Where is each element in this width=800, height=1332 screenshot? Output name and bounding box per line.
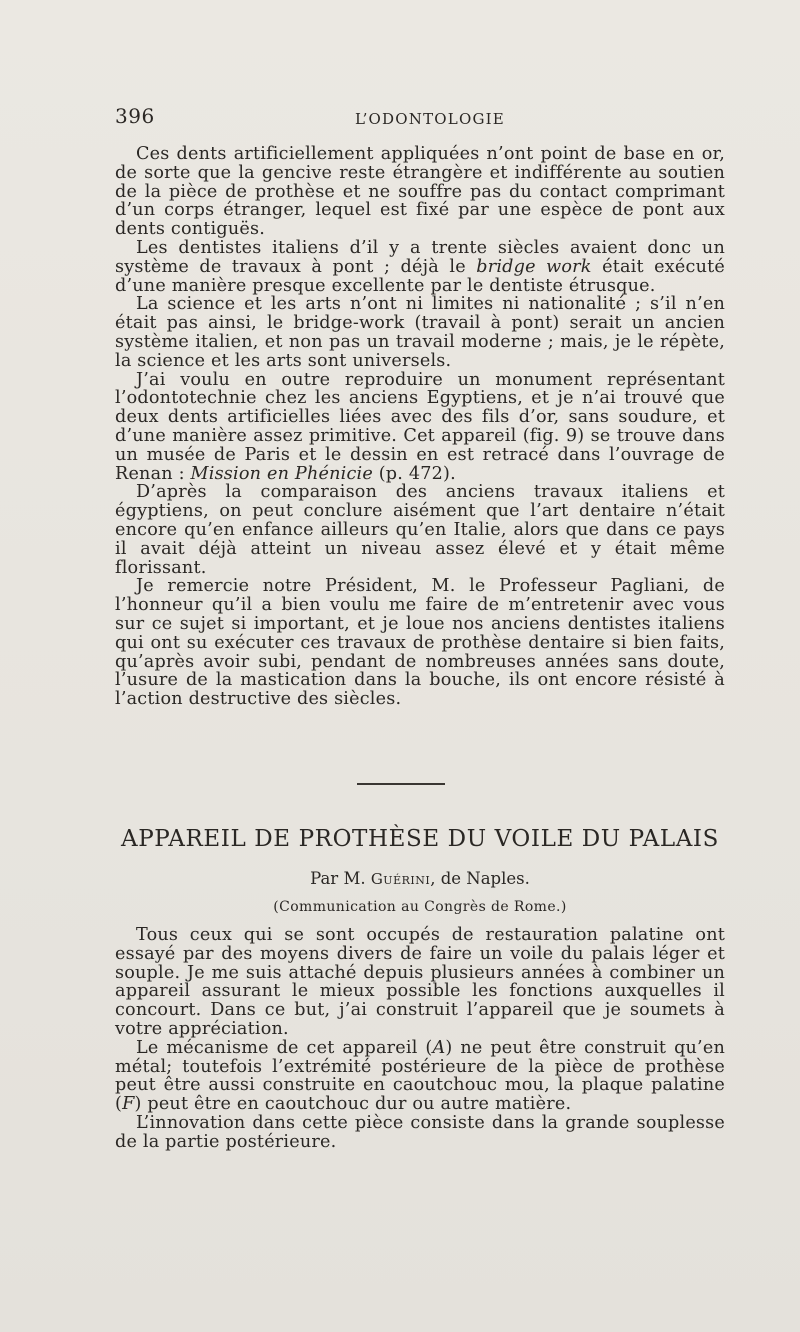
paragraph: J’ai voulu en outre reproduire un monument représentant l’odontotechnie chez les anciens Egyptiens, et je n’ai trouvé que deux dents artificielles liées avec des fils d’or, sans soudure, et d’une manière assez primitive. Cet appareil (fig. 9) se trouve dans un musée de Paris et le dessin en est retracé dans l’ouvrage de Renan : Mission en Phénicie (p. 472). bbox=[115, 369, 725, 484]
page-header bbox=[115, 104, 725, 132]
page-number: 396 bbox=[115, 104, 155, 128]
paragraph: Le mécanisme de cet appareil (A) ne peut être construit qu’en métal; toutefois l’extrémité postérieure de la pièce de prothèse peut être aussi construite en caoutchouc mou, la plaque palatine (F) peut être en caoutchouc dur ou autre matière. bbox=[115, 1037, 725, 1115]
italic-book-title: Mission en Phénicie bbox=[190, 463, 373, 484]
author-name: Guérini bbox=[370, 870, 431, 888]
article-title: APPAREIL DE PROTHÈSE DU VOILE DU PALAIS bbox=[121, 826, 719, 852]
paragraph: Je remercie notre Président, M. le Professeur Pagliani, de l’honneur qu’il a bien voulu me faire de m’entretenir avec vous sur ce sujet si important, et je loue nos anciens dentistes italiens qui ont su exécuter ces travaux de prothèse dentaire si bien faits, qu’après avoir subi, pendant de nombreuses années sans doute, l’usure de la mastication dans la bouche, ils ont encore résisté à l’action destructive des siècles. bbox=[115, 576, 725, 710]
paragraph: Tous ceux qui se sont occupés de restauration palatine ont essayé par des moyens divers de faire un voile du palais léger et souple. Je me suis attaché depuis plusieurs années à combiner un appareil assurant le mieux possible les fonctions auxquelles il concourt. Dans ce but, j’ai construit l’appareil que je soumets à votre appréciation. bbox=[115, 925, 725, 1039]
section-divider bbox=[357, 783, 445, 785]
paragraph: L’innovation dans cette pièce consiste dans la grande souplesse de la partie postérieure. bbox=[115, 1112, 725, 1152]
paragraph: Les dentistes italiens d’il y a trente siècles avaient donc un système de travaux à pont ; déjà le bridge work était exécuté d’une manière presque excellente par le dentiste étrusque. bbox=[115, 237, 725, 296]
article-author: Par M. Guérini, de Naples. bbox=[310, 869, 530, 888]
article-text bbox=[115, 926, 725, 1152]
paragraph: Ces dents artificiellement appliquées n’ont point de base en or, de sorte que la gencive reste étrangère et indifférente au soutien de la pièce de prothèse et ne souffre pas du contact comprimant d’un corps étranger, lequel est fixé par une espèce de pont aux dents contiguës. bbox=[115, 144, 725, 240]
running-head: L’ODONTOLOGIE bbox=[355, 110, 505, 128]
paragraph: D’après la comparaison des anciens travaux italiens et égyptiens, on peut conclure aisément que l’art dentaire n’était encore qu’en enfance ailleurs qu’en Italie, alors que dans ce pays il avait déjà atteint un niveau assez élevé et y était même florissant. bbox=[115, 482, 725, 578]
paragraph: La science et les arts n’ont ni limites ni nationalité ; s’il n’en était pas ainsi, le bridge-work (travail à pont) serait un ancien système italien, et non pas un travail moderne ; mais, je le répète, la science et les arts sont universels. bbox=[115, 294, 725, 371]
article-source-note: (Communication au Congrès de Rome.) bbox=[273, 899, 567, 915]
italic-term: bridge work bbox=[476, 256, 592, 277]
previous-article-text bbox=[115, 145, 725, 709]
